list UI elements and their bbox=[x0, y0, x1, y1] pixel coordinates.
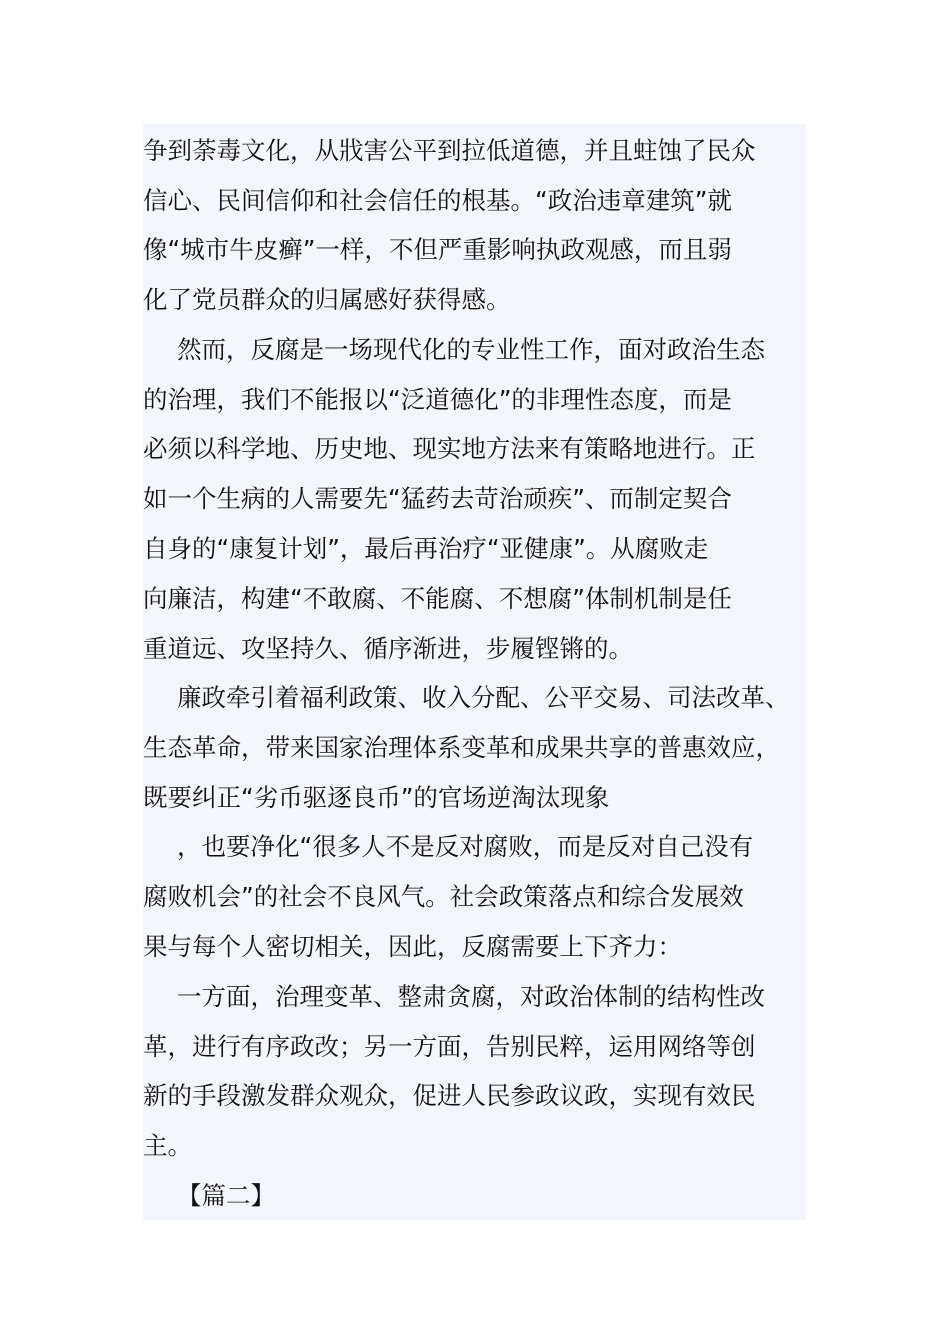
text-line: 腐败机会”的社会不良风气。社会政策落点和综合发展效 bbox=[143, 882, 744, 911]
paragraph-first-line: ，也要净化“很多人不是反对腐败，而是反对自己没有 bbox=[177, 832, 754, 861]
text-line: 争到荼毒文化，从戕害公平到拉低道德，并且蛀蚀了民众 bbox=[143, 136, 756, 165]
text-line: 主。 bbox=[143, 1131, 192, 1160]
text-line: 果与每个人密切相关，因此，反腐需要上下齐力： bbox=[143, 932, 682, 961]
text-line: 生态革命，带来国家治理体系变革和成果共享的普惠效应， bbox=[143, 733, 780, 762]
text-line: 革，进行有序政改；另一方面，告别民粹，运用网络等创 bbox=[143, 1032, 756, 1061]
text-line: 信心、民间信仰和社会信任的根基。“政治违章建筑”就 bbox=[143, 186, 732, 215]
paragraph-first-line: 廉政牵引着福利政策、收入分配、公平交易、司法改革、 bbox=[177, 683, 790, 712]
text-line: 像“城市牛皮癣”一样，不但严重影响执政观感，而且弱 bbox=[143, 235, 732, 264]
text-line: 重道远、攻坚持久、循序渐进，步履铿锵的。 bbox=[143, 634, 633, 663]
paragraph-first-line: 一方面，治理变革、整肃贪腐，对政治体制的结构性改 bbox=[177, 982, 765, 1011]
text-line: 向廉洁，构建“不敢腐、不能腐、不想腐”体制机制是任 bbox=[143, 584, 732, 613]
text-line: 的治理，我们不能报以“泛道德化”的非理性态度，而是 bbox=[143, 385, 732, 414]
text-line: 既要纠正“劣币驱逐良币”的官场逆淘汰现象 bbox=[143, 783, 610, 812]
text-line: 必须以科学地、历史地、现实地方法来有策略地进行。正 bbox=[143, 434, 756, 463]
text-line: 新的手段激发群众观众，促进人民参政议政，实现有效民 bbox=[143, 1081, 756, 1110]
text-line: 自身的“康复计划”，最后再治疗“亚健康”。从腐败走 bbox=[143, 534, 709, 563]
paragraph-first-line: 然而，反腐是一场现代化的专业性工作，面对政治生态 bbox=[177, 335, 765, 364]
text-line: 如一个生病的人需要先“猛药去苛治顽疾”、而制定契合 bbox=[143, 484, 732, 513]
text-line: 化了党员群众的归属感好获得感。 bbox=[143, 285, 511, 314]
section-heading: 【篇二】 bbox=[177, 1181, 275, 1210]
